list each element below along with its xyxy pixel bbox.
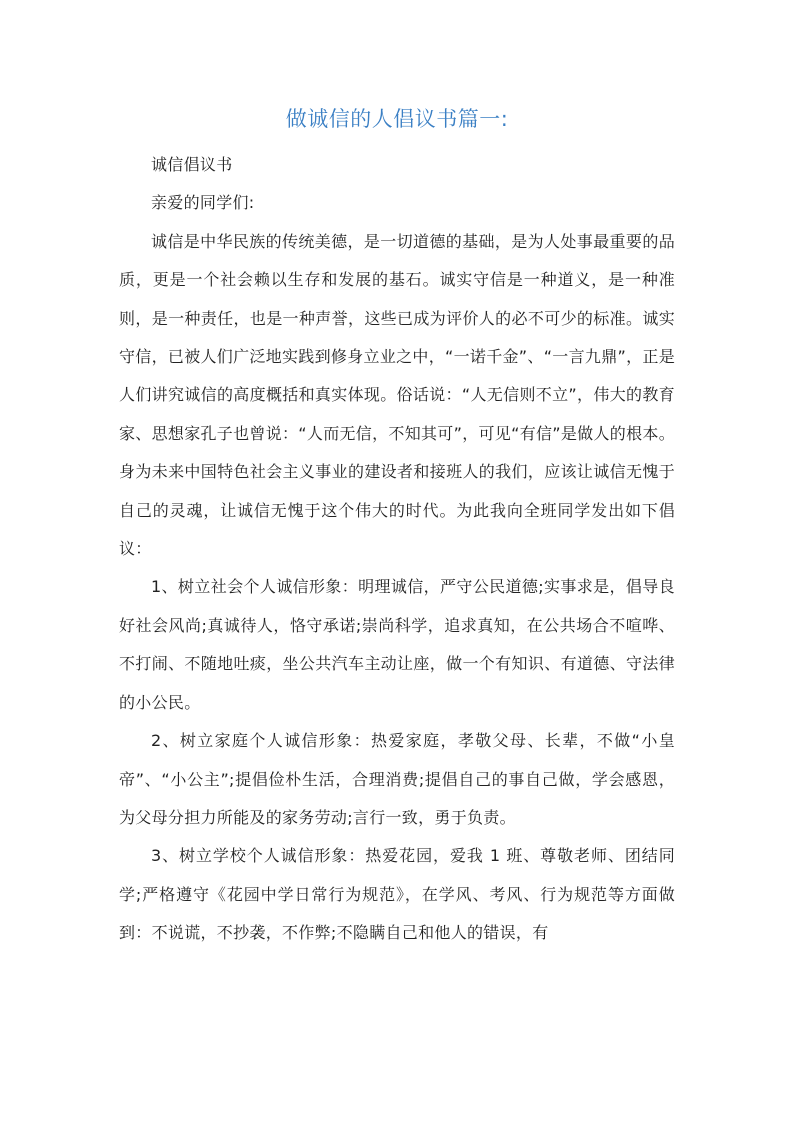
salutation: 亲爱的同学们:: [151, 193, 255, 213]
document-title: 做诚信的人倡议书篇一:: [285, 107, 509, 131]
paragraph-item-1: 1、树立社会个人诚信形象：明理诚信，严守公民道德;实事求是，倡导良好社会风尚;真诚待人，恪守承诺;崇尚科学，追求真知，在公共场合不喧哗、不打闹、不随地吐痰，坐公共汽车主动让座，做一个有知识、有道德、守法律的小公民。: [119, 577, 675, 712]
document-body: [119, 146, 675, 953]
document-heading: 诚信倡议书: [151, 155, 233, 174]
paragraph-intro: 诚信是中华民族的传统美德，是一切道德的基础，是为人处事最重要的品质，更是一个社会赖以生存和发展的基石。诚实守信是一种道义，是一种准则，是一种责任，也是一种声誉，这些已成为评价人的必不可少的标准。诚实守信，已被人们广泛地实践到修身立业之中，“一诺千金”、“一言九鼎”，正是人们讲究诚信的高度概括和真实体现。俗话说：“人无信则不立”，伟大的教育家、思想家孔子也曾说：“人而无信，不知其可”，可见“有信”是做人的根本。身为未来中国特色社会主义事业的建设者和接班人的我们，应该让诚信无愧于自己的灵魂，让诚信无愧于这个伟大的时代。为此我向全班同学发出如下倡议：: [119, 231, 675, 559]
paragraph-item-2: 2、树立家庭个人诚信形象：热爱家庭，孝敬父母、长辈，不做“小皇帝”、“小公主”;提倡俭朴生活，合理消费;提倡自己的事自己做，学会感恩，为父母分担力所能及的家务劳动;言行一致，勇于负责。: [119, 731, 675, 827]
paragraph-item-3: 3、树立学校个人诚信形象：热爱花园，爱我 1 班、尊敬老师、团结同学;严格遵守《花园中学日常行为规范》，在学风、考风、行为规范等方面做到：不说谎，不抄袭，不作弊;不隐瞒自己和他人的错误，有: [119, 846, 675, 943]
